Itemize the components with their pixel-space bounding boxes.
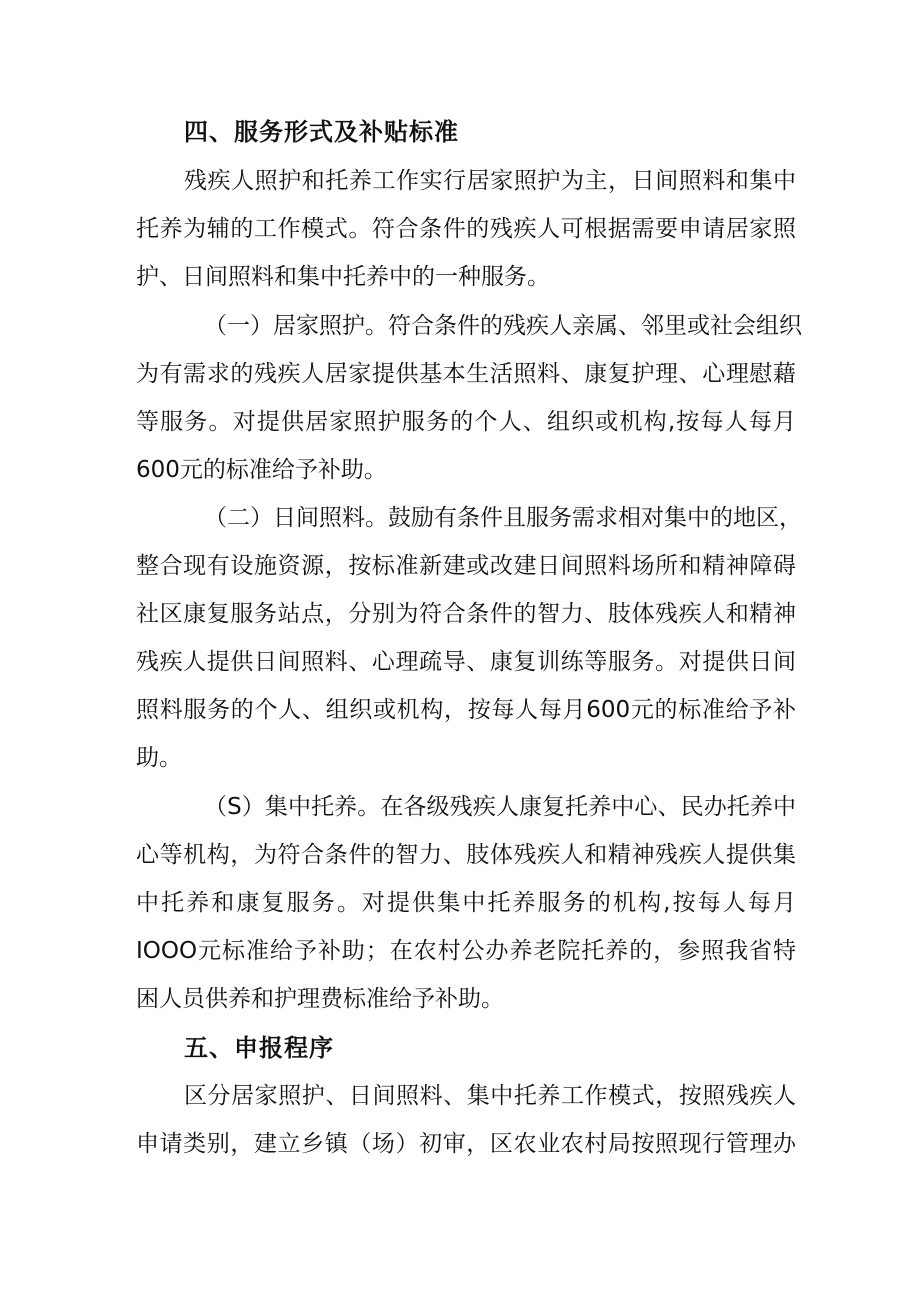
- paragraph-line: 助。: [136, 745, 182, 771]
- paragraph-line: 照料服务的个人、组织或机构，按每人每月600元的标准给予补: [136, 697, 796, 723]
- section-heading-service-forms: 四、服务形式及补贴标准: [184, 118, 459, 146]
- paragraph-line: 残疾人照护和托养工作实行居家照护为主，日间照料和集中: [184, 168, 796, 194]
- paragraph-line: IOOO元标准给予补助；在农村公办养老院托养的，参照我省特: [136, 938, 796, 964]
- paragraph-line: 等服务。对提供居家照护服务的个人、组织或机构,按每人每月: [136, 409, 796, 435]
- paragraph-line: 区分居家照护、日间照料、集中托养工作模式，按照残疾人: [184, 1083, 796, 1109]
- paragraph-line: 残疾人提供日间照料、心理疏导、康复训练等服务。对提供日间: [136, 649, 796, 675]
- paragraph-line: 中托养和康复服务。对提供集中托养服务的机构,按每人每月: [136, 890, 796, 916]
- paragraph-line: 困人员供养和护理费标准给予补助。: [136, 986, 504, 1012]
- paragraph-line: 心等机构，为符合条件的智力、肢体残疾人和精神残疾人提供集: [136, 842, 796, 868]
- paragraph-line: 600元的标准给予补助。: [136, 457, 387, 483]
- paragraph-line: 托养为辅的工作模式。符合条件的残疾人可根据需要申请居家照: [136, 216, 796, 242]
- paragraph-line: （一）居家照护。符合条件的残疾人亲属、邻里或社会组织: [204, 313, 802, 339]
- paragraph-line: 社区康复服务站点，分别为符合条件的智力、肢体残疾人和精神: [136, 601, 796, 627]
- paragraph-line: （S）集中托养。在各级残疾人康复托养中心、民办托养中: [204, 794, 796, 820]
- section-heading-application-procedure: 五、申报程序: [184, 1034, 334, 1062]
- paragraph-line: 整合现有设施资源，按标准新建或改建日间照料场所和精神障碍: [136, 553, 796, 579]
- paragraph-line: 申请类别，建立乡镇（场）初审，区农业农村局按照现行管理办: [136, 1131, 796, 1157]
- paragraph-line: 为有需求的残疾人居家提供基本生活照料、康复护理、心理慰藉: [136, 361, 796, 387]
- paragraph-line: （二）日间照料。鼓励有条件且服务需求相对集中的地区，: [204, 505, 802, 531]
- paragraph-line: 护、日间照料和集中托养中的一种服务。: [136, 264, 550, 290]
